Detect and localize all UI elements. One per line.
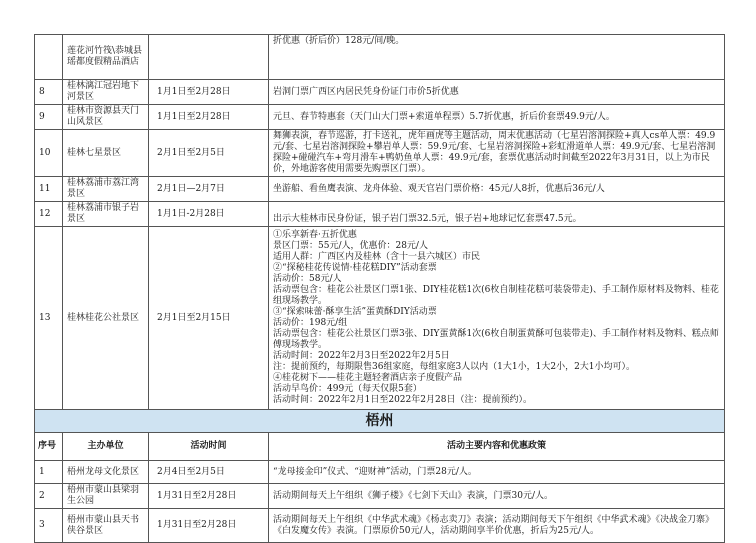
detail-cell: 活动期间每天上午组织《中华武术魂》《杨志卖刀》表演；活动期间每天下午组织《中华武术魂》《决战金刀寨》《白发魔女传》表演。门票原价50元/人，活动期间享半价优惠，折后为25元/人。 [269,509,725,543]
detail-cell: 折优惠（折后价）128元/间/晚。 [269,35,725,80]
header-row [35,433,725,461]
organizer-cell: 桂林漓江冠岩地下河景区 [63,80,149,105]
organizer-cell: 梧州龙母文化景区 [63,461,149,484]
row-number: 2 [35,484,63,509]
time-cell [149,35,269,80]
time-cell: 2月4日至2月5日 [149,461,269,484]
organizer-cell: 桂林七星景区 [63,130,149,177]
time-cell: 1月31日至2月28日 [149,509,269,543]
organizer-cell: 桂林荔浦市银子岩景区 [63,202,149,227]
header-organizer: 主办单位 [63,433,149,461]
time-cell: 2月1日至2月15日 [149,227,269,410]
city-section-row [35,410,725,433]
row-number: 12 [35,202,63,227]
organizer-cell: 桂林市资源县天门山风景区 [63,105,149,130]
row-number: 13 [35,227,63,410]
row-number: 8 [35,80,63,105]
organizer-cell: 梧州市蒙山县天书侠谷景区 [63,509,149,543]
detail-cell: 活动期间每天上午组织《狮子楼》《七剑下天山》表演，门票30元/人。 [269,484,725,509]
table-row [35,202,725,227]
detail-cell: 岩洞门票广西区内居民凭身份证门市价5折优惠 [269,80,725,105]
detail-cell: 坐游船、看鱼鹰表演、龙舟体验、观天官岩门票价格：45元/人8折，优惠后36元/人 [269,177,725,202]
organizer-cell: 梧州市蒙山县梁羽生公园 [63,484,149,509]
table-row [35,80,725,105]
row-number: 11 [35,177,63,202]
time-cell: 1月1日至2月28日 [149,80,269,105]
table-row [35,130,725,177]
time-cell: 1月1日-2月28日 [149,202,269,227]
table-row [35,461,725,484]
table-row [35,35,725,80]
row-number: 1 [35,461,63,484]
city-heading: 梧州 [35,410,725,433]
time-cell: 2月1日至2月5日 [149,130,269,177]
detail-cell: 出示大桂林市民身份证，银子岩门票32.5元，银子岩+地球记忆套票47.5元。 [269,202,725,227]
row-number: 9 [35,105,63,130]
organizer-cell: 莲花河竹筏\恭城县瑶都度假精品酒店 [63,35,149,80]
table-row [35,484,725,509]
time-cell: 1月1日至2月28日 [149,105,269,130]
time-cell: 2月1日—2月7日 [149,177,269,202]
header-detail: 活动主要内容和优惠政策 [269,433,725,461]
organizer-cell: 桂林荔浦市荔江湾景区 [63,177,149,202]
row-number [35,35,63,80]
document-page [34,34,724,543]
activities-table [34,34,725,543]
detail-cell: “龙母接金印”仪式、“迎财神”活动，门票28元/人。 [269,461,725,484]
row-number: 10 [35,130,63,177]
table-row [35,509,725,543]
organizer-cell: 桂林桂花公社景区 [63,227,149,410]
detail-cell: 舞狮表演，春节巡游，打卡送礼，虎年画虎等主题活动，周末优惠活动（七星岩溶洞探险+真人cs单人票：49.9元/套、七星岩溶洞探险+攀岩单人票：59.9元/套、七星岩溶洞探险+彩虹滑道单人票：49.9元/套、七星岩溶洞探险+碰碰汽车+弯月滑车+鸭奶鱼单人票：49.9元/套，套票优惠活动时间截至2022年3月31日，以上为市民价，外地游客使用需要先购票区门票）。 [269,130,725,177]
header-number: 序号 [35,433,63,461]
table-row [35,105,725,130]
row-number: 3 [35,509,63,543]
detail-cell: 元旦、春节特惠套（天门山大门票+索道单程票）5.7折优惠，折后价套票49.9元/人。 [269,105,725,130]
header-time: 活动时间 [149,433,269,461]
time-cell: 1月31日至2月28日 [149,484,269,509]
table-row [35,177,725,202]
table-row [35,227,725,410]
detail-cell: ①乐享新春·五折优惠 景区门票：55元/人，优惠价：28元/人 适用人群：广西区内及桂林（含十一县六城区）市民 ②“探秘桂花传说情·桂花糕DIY”活动套票 活动价：58元/人 活动票包含：桂花公社景区门票1张、DIY桂花糕1次(6枚自制桂花糕可装袋带走)、手工制作原材料及物料、桂花组现场教学。 ③“探索味蕾·酥享生活”蛋黄酥DIY活动票 活动价：198元/组 活动票包含：桂花公社景区门票3张、DIY蛋黄酥1次(6枚自制蛋黄酥可包装带走)、手工制作材料及物料、糕点师傅现场教学。 活动时间：2022年2月3日至2022年2月5日 注：提前预约，每期限售36组家庭，每组家庭3人以内（1大1小，1大2小，2大1小均可）。 ④桂花树下——桂花主题轻奢酒店亲子度假产品 活动早鸟价：499元（每天仅限5套） 活动时间：2022年2月1日至2022年2月28日（注：提前预约）。 [269,227,725,410]
